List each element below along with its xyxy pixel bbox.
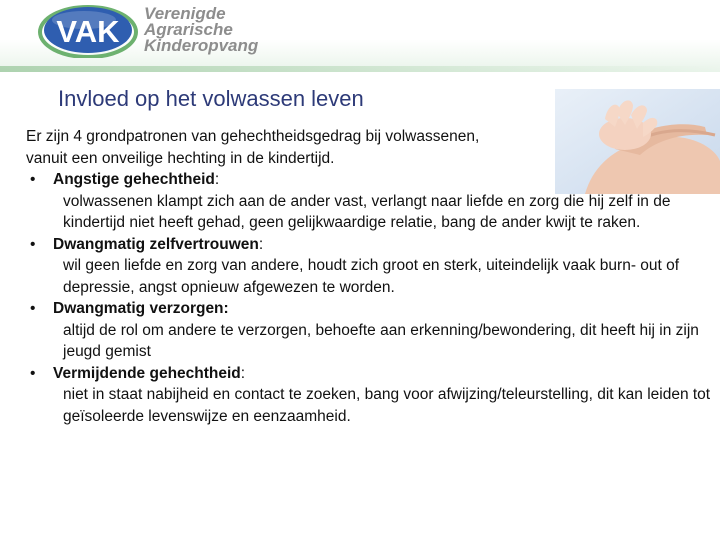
bullet-colon: : — [214, 171, 220, 188]
intro-line-1: Er zijn 4 grondpatronen van gehechtheidsgedrag bij volwassenen, — [26, 128, 480, 145]
bullet-colon: : — [258, 235, 264, 253]
bullet-description: altijd de rol om andere te verzorgen, behoefte aan erkenning/bewondering, dit heeft hij in zijn jeugd gemist — [63, 321, 699, 360]
bullet-icon: • — [30, 364, 36, 382]
logo-wordmark — [144, 6, 258, 54]
list-item — [26, 169, 716, 234]
logo-line-3: Kinderopvang — [144, 36, 259, 55]
intro-paragraph — [26, 126, 716, 169]
bullet-description: volwassenen klampt zich aan de ander vast, verlangt naar liefde en zorg die hij zelf in de kindertijd niet heeft gehad, geen gelijkwaardige relatie, bang de ander kwijt te raken. — [63, 192, 671, 231]
vak-logo[interactable] — [38, 2, 288, 64]
bullet-term: Angstige gehechtheid — [53, 171, 215, 188]
bullet-colon: : — [240, 364, 246, 382]
bullet-icon: • — [30, 235, 36, 253]
bullet-description: niet in staat nabijheid en contact te zoeken, bang voor afwijzing/teleurstelling, dit kan leiden tot geïsoleerde levenswijze en eenzaamheid. — [63, 386, 711, 425]
bullet-term: Vermijdende gehechtheid — [53, 364, 241, 382]
vak-logo-icon — [38, 2, 138, 58]
header-band — [0, 0, 720, 72]
list-item — [26, 363, 716, 428]
slide-title: Invloed op het volwassen leven — [58, 86, 364, 111]
intro-line-2: vanuit een onveilige hechting in de kindertijd. — [26, 149, 335, 167]
bullet-description: wil geen liefde en zorg van andere, houdt zich groot en sterk, uiteindelijk vaak burn- out of depressie, angst opnieuw afgewezen te worden. — [63, 257, 680, 296]
bullet-list — [26, 169, 716, 427]
list-item — [26, 234, 716, 299]
logo-line-2: Agrarische — [144, 20, 233, 39]
bullet-icon: • — [30, 300, 36, 317]
bullet-term: Dwangmatig zelfvertrouwen — [53, 235, 259, 253]
logo-line-1: Verenigde — [144, 4, 226, 23]
bullet-term: Dwangmatig verzorgen: — [53, 300, 229, 317]
bullet-icon: • — [30, 171, 36, 188]
logo-mark-text: VAK — [56, 14, 120, 49]
list-item — [26, 298, 716, 363]
body-text — [26, 126, 716, 427]
